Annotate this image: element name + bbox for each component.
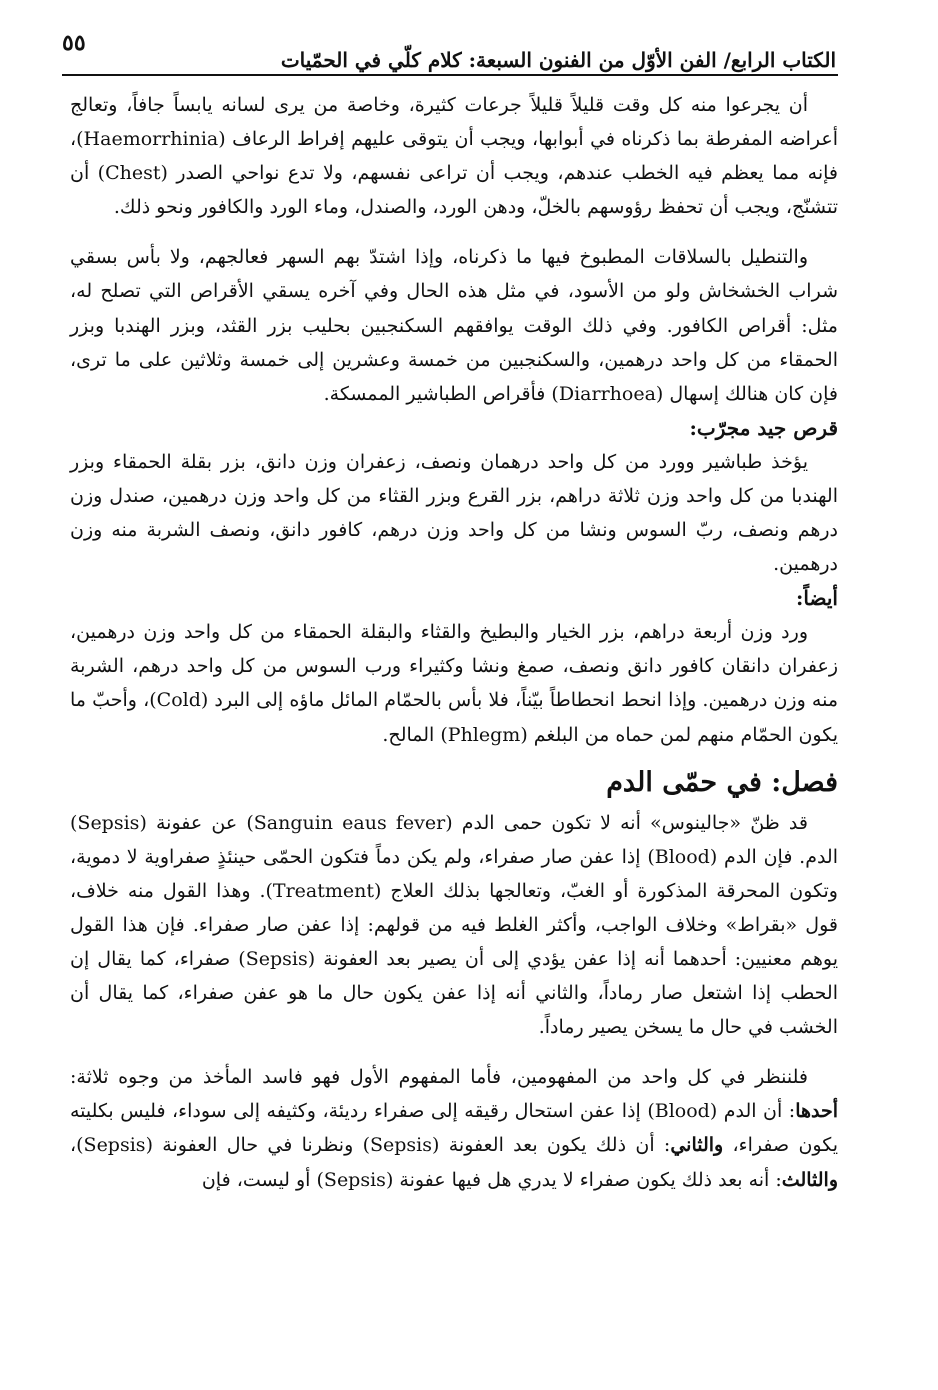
paragraph-3: يؤخذ طباشير وورد من كل واحد درهمان ونصف، زعفران وزن دانق، بزر بقلة الحمقاء وبزر الهندبا من كل واحد وزن ثلاثة دراهم، بزر القرع وبزر القثاء من كل واحد وزن درهمين، صندل وزن درهم ونصف، ربّ السوس ونشا من كل واحد وزن درهم، كافور دانق، ونصف الشربة منه وزن درهمين. xyxy=(70,450,838,576)
section-title: فصل: في حمّى الدم xyxy=(606,766,838,798)
paragraph-6-part-c: : أن ذلك يكون بعد العفونة (Sepsis) ونظرنا في حال العفونة (Sepsis)، xyxy=(70,1134,671,1157)
first-label: أحدها xyxy=(795,1100,838,1123)
paragraph-6 xyxy=(70,1060,838,1196)
paragraph-6-part-d: : أنه بعد ذلك يكون صفراء لا يدري هل فيها عفونة (Sepsis) أو ليست، فإن xyxy=(201,1168,782,1191)
paragraph-2: والتنطيل بالسلاقات المطبوخ فيها ما ذكرناه، وإذا اشتدّ بهم السهر فعالجهم، ولا بأس بسقي شراب الخشخاش ولو من الأسود، في مثل هذه الحال وفي آخره يسقي الأقراص التي تصلح له، مثل: أقراص الكافور. وفي ذلك الوقت يوافقهم السكنجبين بحليب بزر القثد، وبزر الهندبا وبزر الحمقاء من كل واحد درهمين، والسكنجبين من خمسة وعشرين إلى خمسة وثلاثين على ما ترى، فإن كان هنالك إسهال (Diarrhoea) فأقراص الطباشير الممسكة. xyxy=(70,246,838,405)
second-label: والثاني xyxy=(670,1134,724,1157)
third-label: والثالث xyxy=(781,1168,838,1191)
paragraph-5: قد ظنّ «جالينوس» أنه لا تكون حمى الدم (Sanguin eaus fever) عن عفونة (Sepsis) الدم. فإن الدم (Blood) إذا عفن صار صفراء، ولم يكن دماً فتكون الحمّى حينئذٍ صفراوية لا دموية، وتكون المحرقة المذكورة أو الغبّ، وتعالجها بذلك العلاج (Treatment). وهذا القول منه خلاف، قول «بقراط» وخلاف الواجب، وأكثر الغلط فيه من قولهم: إذا عفن صار صفراء. فإن هذا القول يوهم معنيين: أحدهما أنه إذا عفن يؤدي إلى أن يصير بعد العفونة (Sepsis) صفراء، كما يقال إن الحطب إذا اشتعل صار رماداً، والثاني أنه إذا عفن يكون حال ما هو عفن صفراء، كما يقال أن الخشب في حال ما يسخن يصير رماداً. xyxy=(70,811,838,1039)
paragraph-6-part-b: : أن الدم (Blood) إذا عفن استحال رقيقه إلى صفراء رديئة، وكثيفه إلى سوداء، فليس بكليته يكون صفراء، xyxy=(70,1100,838,1157)
page-number: ٥٥ xyxy=(62,30,86,56)
body-text xyxy=(70,88,838,1197)
header-title: الكتاب الرابع/ الفن الأوّل من الفنون السبعة: كلام كلّي في الحمّيات xyxy=(280,48,836,72)
header-rule xyxy=(62,74,838,76)
running-header xyxy=(62,28,836,72)
paragraph-1: أن يجرعوا منه كل وقت قليلاً قليلاً جرعات كثيرة، وخاصة من يرى لسانه يابساً جافاً، وتعالج أعراضه المفرطة بما ذكرناه في أبوابها، ويجب أن يتوقى عليهم إفراط الرعاف (Haemorrhinia)، فإنه مما يعظم فيه الخطب عندهم، ويجب أن تراعى نفسهم، ولا تدع نواحي الصدر (Chest) أن تتشنّج، ويجب أن تحفظ رؤوسهم بالخلّ، ودهن الورد، والصندل، وماء الورد والكافور ونحو ذلك. xyxy=(70,94,839,219)
paragraph-6-part-a: فلننظر في كل واحد من المفهومين، فأما المفهوم الأول فهو فاسد المأخذ من وجوه ثلاثة: xyxy=(70,1066,808,1089)
paragraph-4: ورد وزن أربعة دراهم، بزر الخيار والبطيخ والقثاء والبقلة الحمقاء من كل واحد وزن درهمين، زعفران دانقان كافور دانق ونصف، صمغ ونشا وكثيراء ورب السوس من كل واحد درهم، الشربة منه وزن درهمين. وإذا انحط انحطاطاً بيّناً، فلا بأس بالحمّام المائل ماؤه إلى البرد (Cold)، وأحبّ ما يكون الحمّام منهم لمن حماه من البلغم (Phlegm) المالح. xyxy=(70,621,838,746)
subheading-good-tablet: قرص جيد مجرّب: xyxy=(689,415,838,440)
subheading-also: أيضاً: xyxy=(796,586,838,611)
